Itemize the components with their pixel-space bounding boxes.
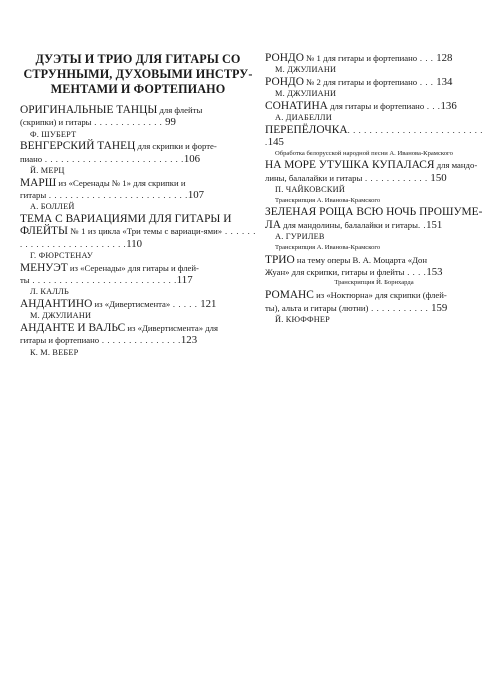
- leader-dots: . .: [417, 219, 427, 230]
- right-entries: [265, 52, 483, 325]
- toc-entry[interactable]: [265, 289, 483, 325]
- leader-dots: . . . .: [404, 266, 427, 277]
- composer-name: К. М. ВЕБЕР: [30, 347, 79, 357]
- entry-title: ОРИГИНАЛЬНЫЕ ТАНЦЫ: [20, 104, 158, 116]
- entry-title: СОНАТИНА: [265, 99, 328, 112]
- composer-name: М. ДЖУЛИАНИ: [275, 65, 337, 75]
- entry-title: ТЕМА С ВАРИАЦИЯМИ ДЛЯ ГИТАРЫ И: [20, 212, 232, 225]
- entry-subtitle: из «Дивертисмента» для: [125, 322, 219, 333]
- entry-title-block: [265, 289, 483, 314]
- entry-subtitle-cont: ты), альта и гитары (лютни): [265, 302, 369, 313]
- entry-title-block: [20, 322, 256, 347]
- left-entries: [20, 104, 256, 358]
- entry-title: ЗЕЛЕНАЯ РОЩА ВСЮ НОЧЬ ПРОШУМЕ-: [265, 206, 483, 219]
- page-number: 107: [187, 189, 205, 202]
- page-number: 121: [200, 297, 217, 310]
- entry-subtitle: для гитары и фортепиано: [327, 100, 425, 111]
- toc-entry[interactable]: [265, 254, 483, 290]
- entry-subtitle-cont: ями»: [203, 226, 223, 237]
- composer-name: М. ДЖУЛИАНИ: [30, 311, 92, 321]
- toc-entry[interactable]: [20, 298, 256, 322]
- page-number: 136: [440, 99, 457, 112]
- entry-subtitle: № 1 для гитары и фортепиано: [303, 53, 418, 63]
- toc-entry[interactable]: [265, 76, 483, 100]
- entry-title-block: [265, 159, 483, 184]
- entry-title-block: [20, 104, 256, 129]
- entry-title: АНДАНТЕ И ВАЛЬС: [20, 321, 126, 334]
- entry-subtitle-cont: лины, балалайки и гитары: [265, 172, 363, 183]
- composer-name: Й. КЮФФНЕР: [275, 314, 330, 324]
- entry-title: РОНДО: [265, 75, 304, 88]
- toc-entry[interactable]: [20, 104, 256, 140]
- leader-dots: . . . . . . . . . . . . . . . . . . . . . . . . . .: [46, 190, 188, 201]
- leader-dots: . . . . . . . . . . . . .: [91, 117, 166, 128]
- toc-entry[interactable]: [265, 100, 483, 124]
- entry-title-block: [20, 262, 256, 287]
- entry-title: ПЕРЕПЁЛОЧКА: [265, 123, 348, 136]
- entry-title-block: [265, 254, 483, 279]
- entry-subtitle-cont: Жуан» для скрипки, гитары и флейты: [265, 266, 405, 277]
- page-number: 128: [436, 52, 453, 64]
- entry-subtitle: из «Дивертисмента»: [92, 298, 171, 309]
- page-number: 123: [180, 334, 198, 347]
- composer-name: А. ДИАБЕЛЛИ: [275, 113, 332, 123]
- entry-subtitle-cont: гитары: [20, 190, 47, 201]
- entry-subtitle-cont: гитары и фортепиано: [20, 335, 100, 346]
- toc-entry[interactable]: [265, 52, 483, 76]
- heading-line-2: СТРУННЫМИ, ДУХОВЫМИ ИНСТРУ-: [23, 67, 253, 81]
- composer-name: М. ДЖУЛИАНИ: [275, 89, 337, 99]
- toc-entry[interactable]: [20, 262, 256, 298]
- arrangement-note: Транскрипция А. Иванова-Крамского: [275, 196, 381, 204]
- entry-subtitle-cont: пиано: [20, 153, 43, 164]
- entry-title-block: [265, 76, 483, 88]
- entry-title-cont: ФЛЕЙТЫ: [20, 225, 68, 238]
- arrangement-note: Транскрипция А. Иванова-Крамского: [275, 243, 381, 251]
- composer-name: А. БОЛЛЕЙ: [30, 202, 75, 212]
- leader-dots: . . . . . . . . . . . . . . .: [99, 335, 181, 346]
- page-number: 159: [431, 301, 448, 314]
- entry-title-block: [265, 52, 483, 64]
- entry-title-block: [20, 140, 256, 165]
- leader-dots: . . . . . . . . . . . . . . . . . . . . . . . . . .: [42, 153, 184, 164]
- section-heading: [20, 52, 256, 97]
- entry-title-block: [265, 206, 483, 231]
- entry-subtitle: из «Серенады № 1» для скрипки и: [56, 177, 186, 188]
- entry-title: ВЕНГЕРСКИЙ ТАНЕЦ: [20, 140, 136, 153]
- entry-title: МАРШ: [20, 176, 57, 189]
- composer-name: Ф. ШУБЕРТ: [30, 129, 77, 139]
- entry-title-block: [20, 177, 256, 202]
- leader-dots: . . .: [424, 100, 441, 111]
- page-number: 153: [426, 265, 443, 278]
- entry-subtitle: для флейты: [157, 105, 203, 115]
- leader-dots: . . . . .: [170, 298, 201, 309]
- entry-title: ТРИО: [265, 253, 295, 266]
- composer-name: Г. ФЮРСТЕНАУ: [30, 251, 94, 261]
- leader-dots: . . . . . . . . . . . .: [362, 172, 431, 183]
- arrangement-note: Обработка белорусской народной песни А. Иванова-Крамского: [275, 149, 453, 157]
- toc-entry[interactable]: [20, 140, 256, 176]
- heading-line-1: ДУЭТЫ И ТРИО ДЛЯ ГИТАРЫ СО: [35, 52, 241, 66]
- entry-subtitle: для скрипки и форте-: [135, 141, 217, 152]
- page-number: 151: [426, 218, 443, 231]
- leader-dots: . . . . . . . . . . . . . . . . . . . . . . . . . .: [265, 124, 483, 148]
- toc-entry[interactable]: [20, 322, 256, 358]
- page-number: 99: [165, 116, 176, 129]
- arrangement-note: Транскрипция Й. Борнхарда: [334, 279, 414, 287]
- leader-dots: . . . . . . . . . . .: [368, 302, 432, 313]
- composer-name: Й. МЕРЦ: [30, 166, 65, 176]
- composer-name: П. ЧАЙКОВСКИЙ: [275, 185, 346, 195]
- entry-subtitle: № 2 для гитары и фортепиано: [303, 76, 418, 87]
- page-number: 117: [176, 274, 193, 287]
- composer-name: А. ГУРИЛЕВ: [275, 232, 325, 242]
- composer-name: Л. КАЛЛЬ: [30, 287, 69, 297]
- entry-title-block: [265, 124, 483, 149]
- page-number: 110: [126, 237, 143, 250]
- toc-entry[interactable]: [20, 213, 256, 262]
- leader-dots: . . . . . . . . . . . . . . . . . . . . . . . . . . .: [29, 275, 177, 286]
- page-number: 134: [436, 75, 453, 88]
- entry-subtitle: из «Серенады» для гитары и флей-: [67, 262, 199, 273]
- entry-title: МЕНУЭТ: [20, 261, 68, 274]
- entry-title: АНДАНТИНО: [20, 297, 93, 310]
- entry-title-block: [20, 213, 256, 250]
- toc-entry[interactable]: [265, 124, 483, 160]
- heading-line-3: МЕНТАМИ И ФОРТЕПИАНО: [50, 82, 226, 96]
- entry-subtitle: для мандо-: [434, 160, 478, 171]
- page-number: 106: [183, 152, 201, 165]
- toc-entry[interactable]: [265, 159, 483, 206]
- entry-title: НА МОРЕ УТУШКА КУПАЛАСЯ: [265, 159, 435, 172]
- page-number: 150: [430, 171, 447, 184]
- entry-title-cont: ЛА: [265, 218, 281, 231]
- page-number: 145: [267, 136, 284, 149]
- right-column: [265, 52, 483, 325]
- entry-title-block: [20, 298, 256, 310]
- leader-dots: . . . . . . . . . . . . . . . . . . . . . . . . . .: [20, 226, 256, 249]
- entry-title: РОНДО: [265, 52, 304, 64]
- leader-dots: . . .: [417, 76, 437, 87]
- entry-title: РОМАНС: [265, 289, 314, 302]
- left-column: [20, 52, 256, 358]
- entry-subtitle: № 1 из цикла «Три темы с вариаци-: [67, 226, 204, 237]
- entry-subtitle: на тему оперы В. А. Моцарта «Дон: [294, 254, 428, 265]
- entry-subtitle-cont: ты: [20, 275, 30, 286]
- toc-entry[interactable]: [20, 177, 256, 213]
- entry-subtitle-cont: (скрипки) и гитары: [20, 117, 92, 128]
- entry-title-block: [265, 100, 483, 112]
- entry-subtitle: из «Ноктюрна» для скрипки (флей-: [313, 290, 447, 301]
- toc-entry[interactable]: [265, 206, 483, 253]
- entry-subtitle-cont: для мандолины, балалайки и гитары: [280, 219, 418, 230]
- leader-dots: . . .: [417, 53, 437, 63]
